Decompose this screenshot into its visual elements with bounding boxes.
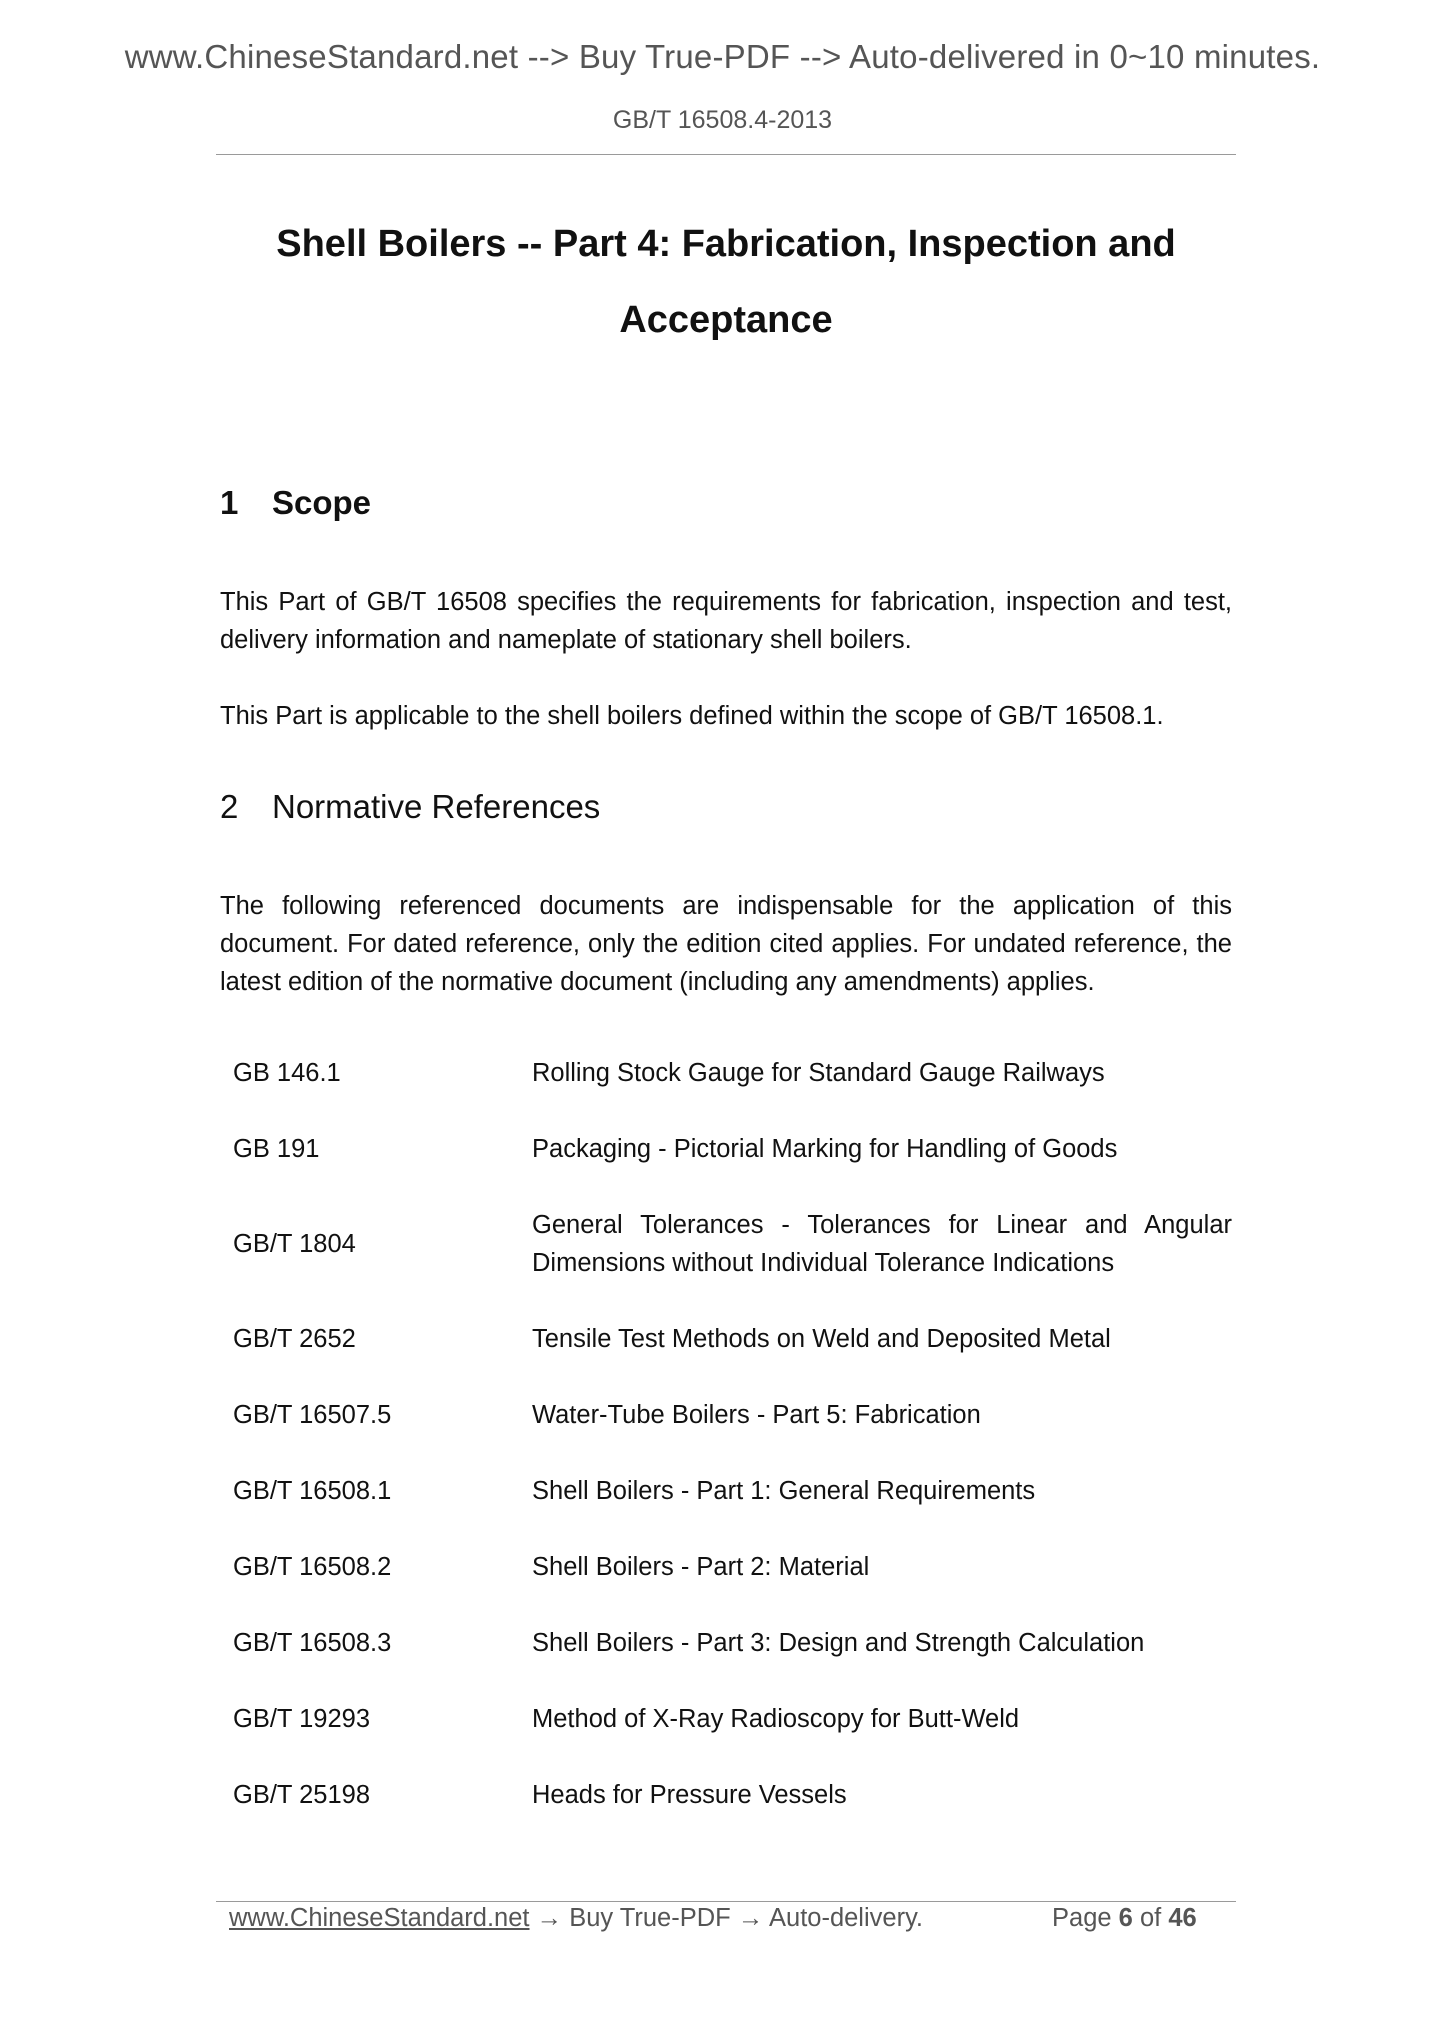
- section-number: 2: [220, 788, 239, 825]
- table-row: [233, 1301, 1232, 1377]
- normative-intro-paragraph: The following referenced documents are indispensable for the application of this document. For dated reference, only the edition cited applies. For undated reference, the latest edition of the normative document (including any amendments) applies.: [220, 892, 1232, 996]
- reference-title: Water-Tube Boilers - Part 5: Fabrication: [532, 1401, 981, 1429]
- reference-code: GB/T 19293: [233, 1705, 371, 1733]
- page-label: Page: [1052, 1904, 1112, 1932]
- arrow-icon: →: [730, 1904, 769, 1932]
- footer-site-link[interactable]: www.ChineseStandard.net: [229, 1904, 530, 1932]
- arrow-icon: →: [529, 1904, 570, 1932]
- footer-buy-text: Buy True-PDF: [569, 1904, 731, 1932]
- section-number: 1: [220, 484, 239, 521]
- of-label: of: [1139, 1904, 1162, 1932]
- total-pages: 46: [1168, 1904, 1197, 1932]
- reference-title: Rolling Stock Gauge for Standard Gauge Railways: [532, 1059, 1105, 1087]
- document-title: [216, 206, 1236, 358]
- table-row: [233, 1187, 1232, 1301]
- document-code: GB/T 16508.4-2013: [612, 106, 833, 134]
- table-row: [233, 1529, 1232, 1605]
- table-row: [233, 1377, 1232, 1453]
- table-row: [233, 1035, 1232, 1111]
- header-divider: [216, 154, 1236, 155]
- reference-title: General Tolerances - Tolerances for Linear and Angular Dimensions without Individual Tolerance Indications: [532, 1211, 1232, 1277]
- table-row: [233, 1453, 1232, 1529]
- page-indicator: [1052, 1904, 1197, 1933]
- reference-code: GB/T 1804: [233, 1230, 356, 1258]
- reference-title: Tensile Test Methods on Weld and Deposited Metal: [532, 1325, 1111, 1353]
- reference-code: GB/T 16508.1: [233, 1477, 392, 1505]
- reference-table: [233, 1035, 1232, 1833]
- table-row: [233, 1111, 1232, 1187]
- reference-code: GB/T 2652: [233, 1325, 356, 1353]
- title-line-1: Shell Boilers -- Part 4: Fabrication, Inspection and: [276, 223, 1176, 265]
- table-row: [233, 1605, 1232, 1681]
- reference-title: Shell Boilers - Part 3: Design and Strength Calculation: [532, 1629, 1145, 1657]
- table-row: [233, 1681, 1232, 1757]
- title-line-2: Acceptance: [619, 299, 833, 341]
- footer-promo: [229, 1904, 923, 1933]
- section-title: Normative References: [272, 788, 601, 825]
- reference-code: GB/T 16508.3: [233, 1629, 392, 1657]
- reference-title: Packaging - Pictorial Marking for Handling of Goods: [532, 1135, 1118, 1163]
- table-row: [233, 1757, 1232, 1833]
- section-heading-normative-references: [220, 788, 600, 826]
- reference-code: GB 146.1: [233, 1059, 341, 1087]
- section-title: Scope: [272, 484, 372, 521]
- top-banner: www.ChineseStandard.net --> Buy True-PDF --> Auto-delivered in 0~10 minutes.: [124, 38, 1321, 75]
- scope-paragraph-1: This Part of GB/T 16508 specifies the requirements for fabrication, inspection and test, delivery information and nameplate of stationary shell boilers.: [220, 588, 1232, 654]
- page-number: 6: [1118, 1904, 1133, 1932]
- reference-code: GB/T 16508.2: [233, 1553, 392, 1581]
- reference-code: GB/T 16507.5: [233, 1401, 392, 1429]
- section-heading-scope: [220, 484, 371, 522]
- scope-paragraph-2: This Part is applicable to the shell boilers defined within the scope of GB/T 16508.1.: [220, 702, 1164, 730]
- reference-title: Method of X-Ray Radioscopy for Butt-Weld: [532, 1705, 1020, 1733]
- reference-title: Shell Boilers - Part 2: Material: [532, 1553, 870, 1581]
- reference-code: GB/T 25198: [233, 1781, 371, 1809]
- footer-delivery-text: Auto-delivery.: [769, 1904, 924, 1932]
- reference-title: Heads for Pressure Vessels: [532, 1781, 847, 1809]
- reference-title: Shell Boilers - Part 1: General Requirements: [532, 1477, 1036, 1505]
- footer-divider: [216, 1901, 1236, 1902]
- reference-code: GB 191: [233, 1135, 320, 1163]
